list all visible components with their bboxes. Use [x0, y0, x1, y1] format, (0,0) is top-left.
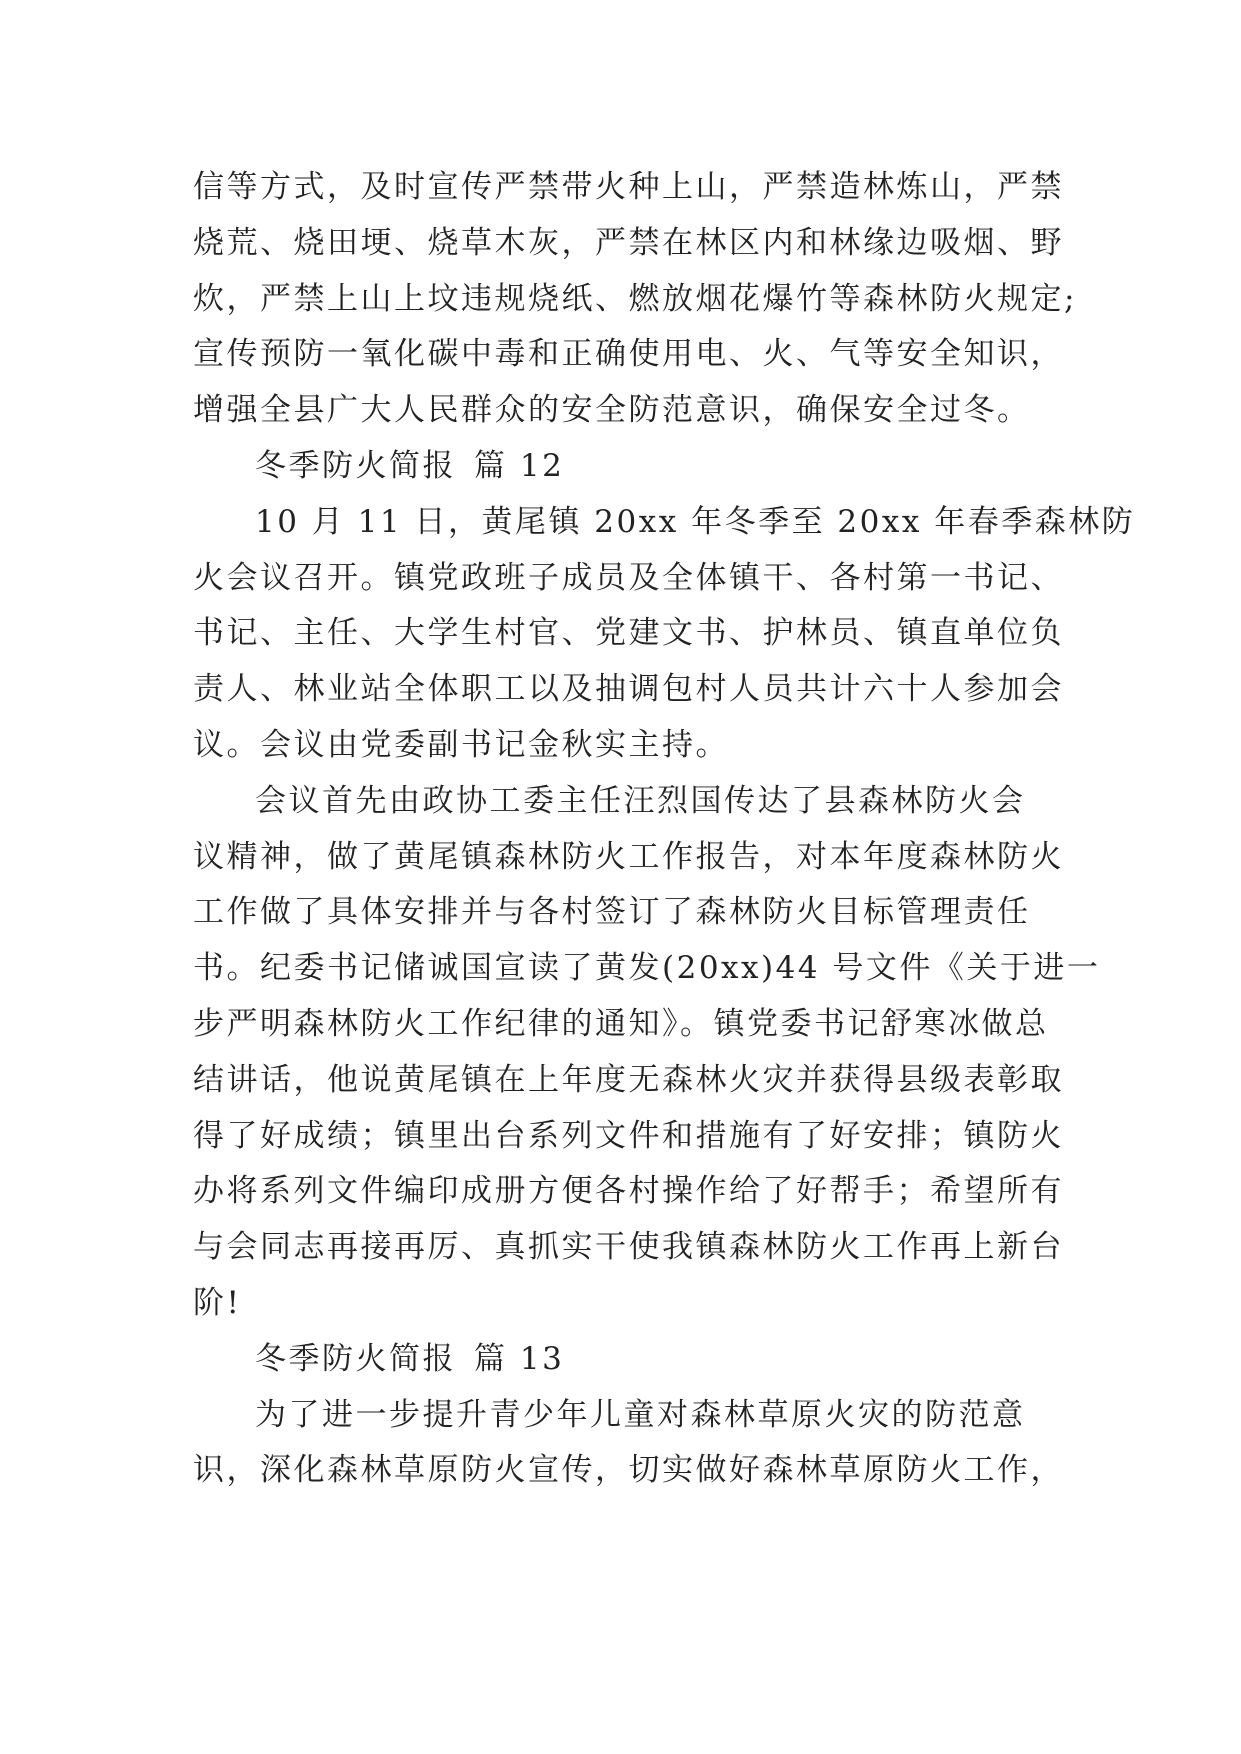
text-line: 信等方式，及时宣传严禁带火种上山，严禁造林炼山，严禁	[193, 169, 1064, 205]
paragraph	[193, 160, 1077, 439]
text-line: 炊，严禁上山上坟违规烧纸、燃放烟花爆竹等森林防火规定;	[193, 280, 1077, 317]
section-heading	[193, 1332, 1053, 1388]
text-line: 办将系列文件编印成册方便各村操作给了好帮手；希望所有	[193, 1173, 1064, 1210]
text-line: 议精神，做了黄尾镇森林防火工作报告，对本年度森林防火	[193, 838, 1064, 875]
text-line: 书。纪委书记储诚国宣读了黄发(20xx)44 号文件《关于进一	[193, 950, 1101, 987]
document-body	[193, 160, 1136, 1499]
text-line: 工作做了具体安排并与各村签订了森林防火目标管理责任	[193, 894, 1031, 931]
text-line: 宣传预防一氧化碳中毒和正确使用电、火、气等安全知识，	[193, 336, 1064, 373]
text-line: 阶!	[193, 1284, 242, 1321]
text-line: 为了进一步提升青少年儿童对森林草原火灾的防范意	[255, 1396, 1026, 1433]
text-line: 10 月 11 日，黄尾镇 20xx 年冬季至 20xx 年春季森林防	[255, 503, 1136, 540]
text-line: 议。会议由党委副书记金秋实主持。	[193, 726, 729, 763]
paragraph	[193, 1388, 1064, 1500]
text-line: 得了好成绩；镇里出台系列文件和措施有了好安排；镇防火	[193, 1117, 1064, 1154]
text-line: 步严明森林防火工作纪律的通知》。镇党委书记舒寒冰做总	[193, 1005, 1049, 1042]
text-line: 结讲话，他说黄尾镇在上年度无森林火灾并获得县级表彰取	[193, 1061, 1064, 1098]
section-heading-number: 篇 12	[474, 447, 565, 484]
section-heading	[193, 439, 1053, 495]
section-heading-number: 篇 13	[474, 1340, 565, 1377]
text-line: 烧荒、烧田埂、烧草木灰，严禁在林区内和林缘边吸烟、野	[193, 224, 1064, 261]
text-line: 火会议召开。镇党政班子成员及全体镇干、各村第一书记、	[193, 559, 1064, 596]
paragraph	[193, 495, 1136, 774]
text-line: 识，深化森林草原防火宣传，切实做好森林草原防火工作，	[193, 1452, 1064, 1489]
text-line: 增强全县广大人民群众的安全防范意识，确保安全过冬。	[193, 392, 1031, 429]
text-line: 责人、林业站全体职工以及抽调包村人员共计六十人参加会	[193, 671, 1064, 708]
paragraph	[193, 774, 1101, 1332]
text-line: 会议首先由政协工委主任汪烈国传达了县森林防火会	[255, 782, 1026, 819]
text-line: 与会同志再接再厉、真抓实干使我镇森林防火工作再上新台	[193, 1229, 1064, 1266]
text-line: 书记、主任、大学生村官、党建文书、护林员、镇直单位负	[193, 615, 1064, 652]
section-heading-title: 冬季防火简报	[255, 1340, 456, 1377]
section-heading-title: 冬季防火简报	[255, 447, 456, 484]
